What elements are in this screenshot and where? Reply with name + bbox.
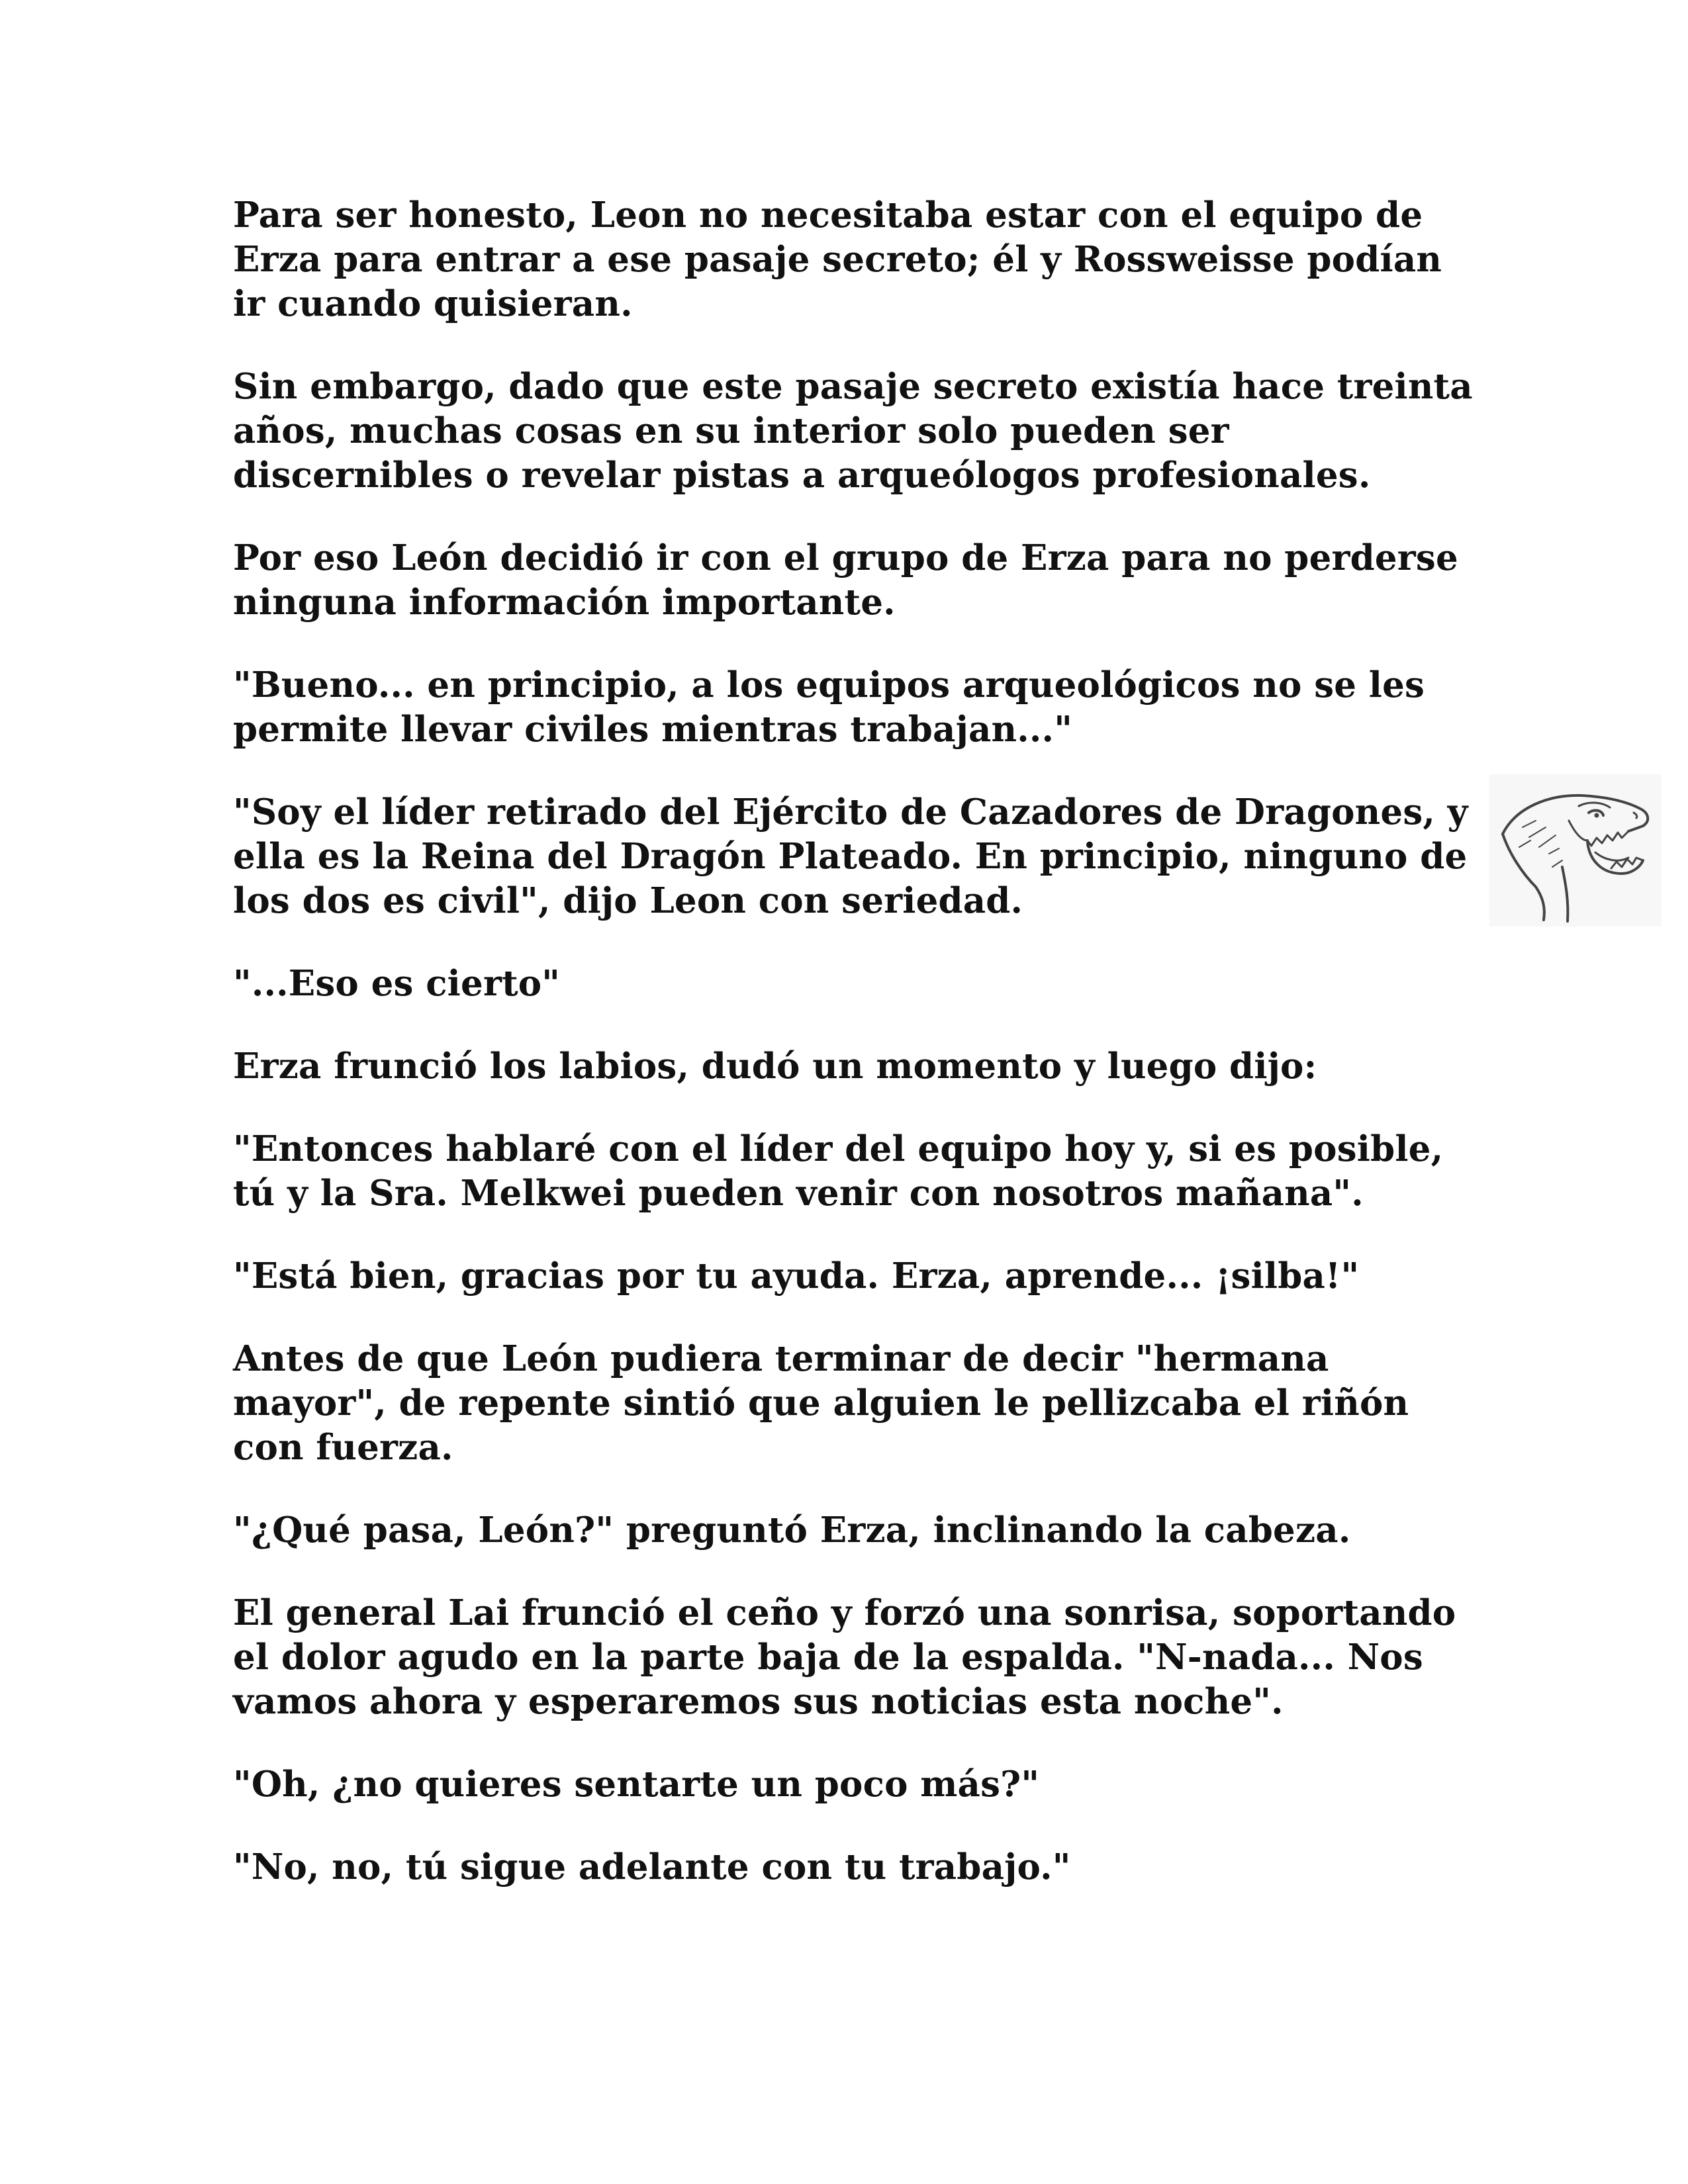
body-text <box>233 193 1477 1928</box>
paragraph: "Soy el líder retirado del Ejército de Cazadores de Dragones, y ella es la Reina del Dragón Plateado. En principio, ninguno de los dos es civil", dijo Leon con seriedad. <box>233 792 1468 921</box>
paragraph: "...Eso es cierto" <box>233 963 561 1004</box>
paragraph: "Entonces hablaré con el líder del equipo hoy y, si es posible, tú y la Sra. Melkwei pueden venir con nosotros mañana". <box>233 1128 1444 1214</box>
paragraph: El general Lai frunció el ceño y forzó una sonrisa, soportando el dolor agudo en la parte baja de la espalda. "N-nada... Nos vamos ahora y esperaremos sus noticias esta noche". <box>233 1592 1456 1722</box>
paragraph: "¿Qué pasa, León?" preguntó Erza, inclinando la cabeza. <box>233 1510 1351 1551</box>
paragraph: Antes de que León pudiera terminar de decir "hermana mayor", de repente sintió que alguien le pellizcaba el riñón con fuerza. <box>233 1338 1409 1468</box>
paragraph: "Oh, ¿no quieres sentarte un poco más?" <box>233 1764 1040 1805</box>
paragraph: Sin embargo, dado que este pasaje secreto existía hace treinta años, muchas cosas en su interior solo pueden ser discernibles o revelar pistas a arqueólogos profesionales. <box>233 366 1473 496</box>
dinosaur-head-sketch-icon <box>1489 774 1662 927</box>
paragraph: Para ser honesto, Leon no necesitaba estar con el equipo de Erza para entrar a ese pasaje secreto; él y Rossweisse podían ir cuando quisieran. <box>233 195 1442 324</box>
paragraph: Por eso León decidió ir con el grupo de Erza para no perderse ninguna información importante. <box>233 537 1458 623</box>
paragraph: Erza frunció los labios, dudó un momento y luego dijo: <box>233 1046 1317 1087</box>
paragraph: "Bueno... en principio, a los equipos arqueológicos no se les permite llevar civiles mientras trabajan..." <box>233 664 1425 750</box>
paragraph: "No, no, tú sigue adelante con tu trabajo." <box>233 1846 1071 1888</box>
paragraph: "Está bien, gracias por tu ayuda. Erza, aprende... ¡silba!" <box>233 1255 1360 1297</box>
